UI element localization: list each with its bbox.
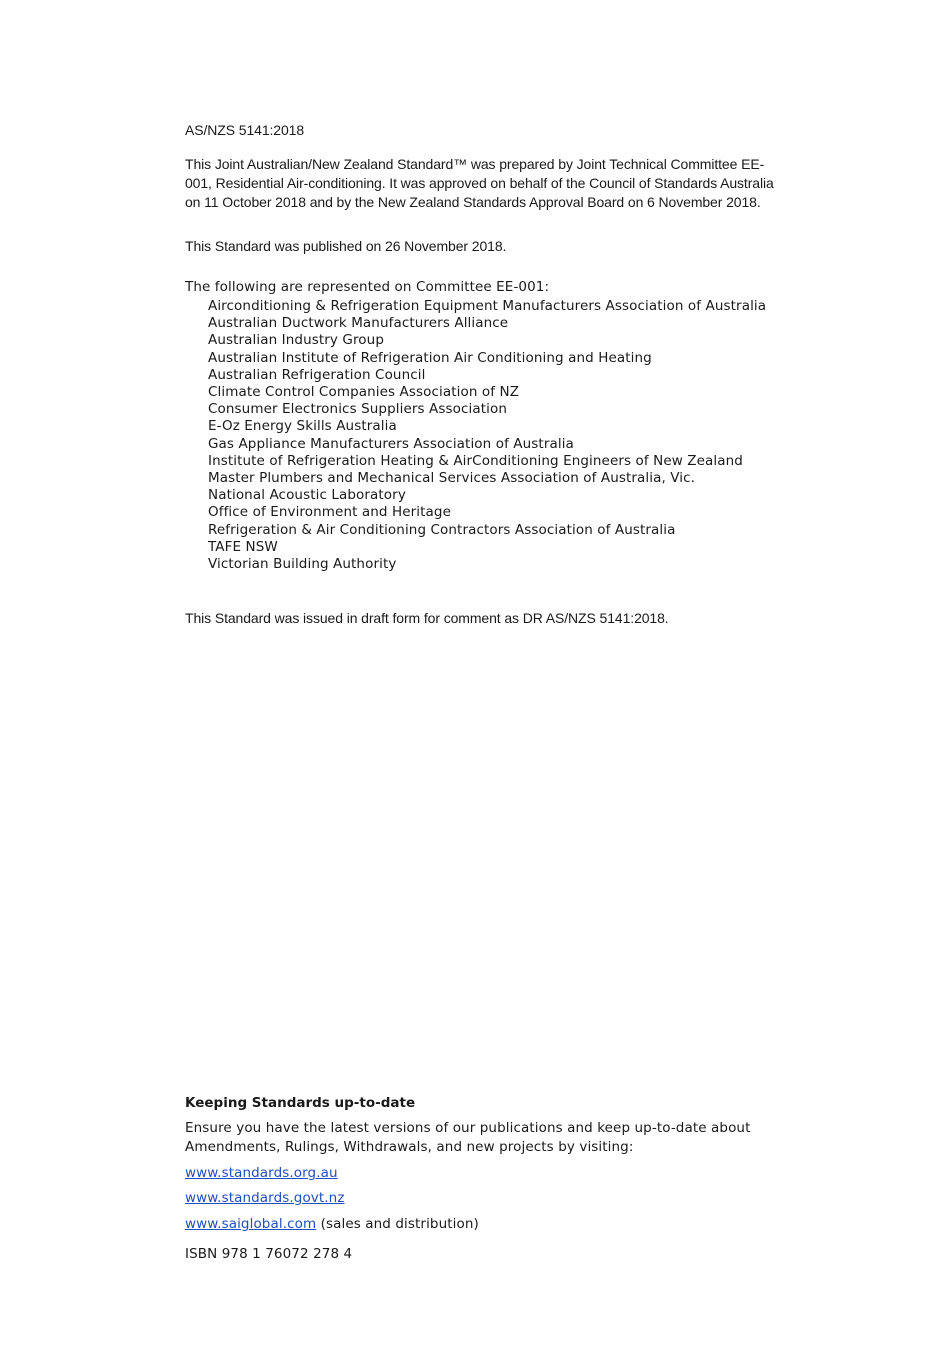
publication-date-note: This Standard was published on 26 November 2018. [185, 238, 507, 254]
committee-member: Refrigeration & Air Conditioning Contractors Association of Australia [208, 521, 676, 538]
link-row-standards-au [185, 1164, 338, 1183]
committee-member: Australian Institute of Refrigeration Air Conditioning and Heating [208, 349, 652, 366]
committee-member: Institute of Refrigeration Heating & AirConditioning Engineers of New Zealand [208, 452, 743, 469]
saiglobal-link-suffix: (sales and distribution) [316, 1216, 479, 1232]
committee-member: TAFE NSW [208, 538, 278, 555]
committee-member: Australian Industry Group [208, 332, 384, 349]
committee-member: Consumer Electronics Suppliers Association [208, 401, 508, 418]
committee-heading: The following are represented on Committee EE-001: [185, 279, 550, 295]
committee-member-list [208, 298, 766, 573]
committee-member: Victorian Building Authority [208, 556, 397, 573]
saiglobal-link[interactable]: www.saiglobal.com [185, 1216, 317, 1232]
keeping-up-to-date-paragraph: Ensure you have the latest versions of our publications and keep up-to-date about Amendments, Rulings, Withdrawals, and new projects by visiting: [185, 1120, 751, 1155]
isbn-number: ISBN 978 1 76072 278 4 [185, 1246, 353, 1262]
committee-member: Australian Ductwork Manufacturers Alliance [208, 315, 509, 332]
committee-member: Climate Control Companies Association of NZ [208, 384, 520, 401]
standards-org-au-link[interactable]: www.standards.org.au [185, 1165, 338, 1181]
committee-member: Master Plumbers and Mechanical Services Association of Australia, Vic. [208, 470, 696, 487]
document-id: AS/NZS 5141:2018 [185, 122, 305, 138]
committee-member: Gas Appliance Manufacturers Association of Australia [208, 435, 574, 452]
committee-member: National Acoustic Laboratory [208, 487, 406, 504]
keeping-up-to-date-heading: Keeping Standards up-to-date [185, 1095, 416, 1111]
committee-member: Australian Refrigeration Council [208, 366, 426, 383]
link-row-standards-nz [185, 1189, 345, 1208]
committee-member: E-Oz Energy Skills Australia [208, 418, 397, 435]
draft-note: This Standard was issued in draft form for comment as DR AS/NZS 5141:2018. [185, 610, 669, 626]
committee-member: Office of Environment and Heritage [208, 504, 451, 521]
standards-govt-nz-link[interactable]: www.standards.govt.nz [185, 1190, 345, 1206]
link-row-saiglobal [185, 1215, 479, 1234]
preparation-paragraph: This Joint Australian/New Zealand Standard™ was prepared by Joint Technical Committee EE-001, Residential Air-conditioning. It was approved on behalf of the Council of Standards Australia on 11 October 2018 and by the New Zealand Standards Approval Board on 6 November 2018. [185, 156, 774, 210]
committee-member: Airconditioning & Refrigeration Equipment Manufacturers Association of Australia [208, 298, 767, 314]
